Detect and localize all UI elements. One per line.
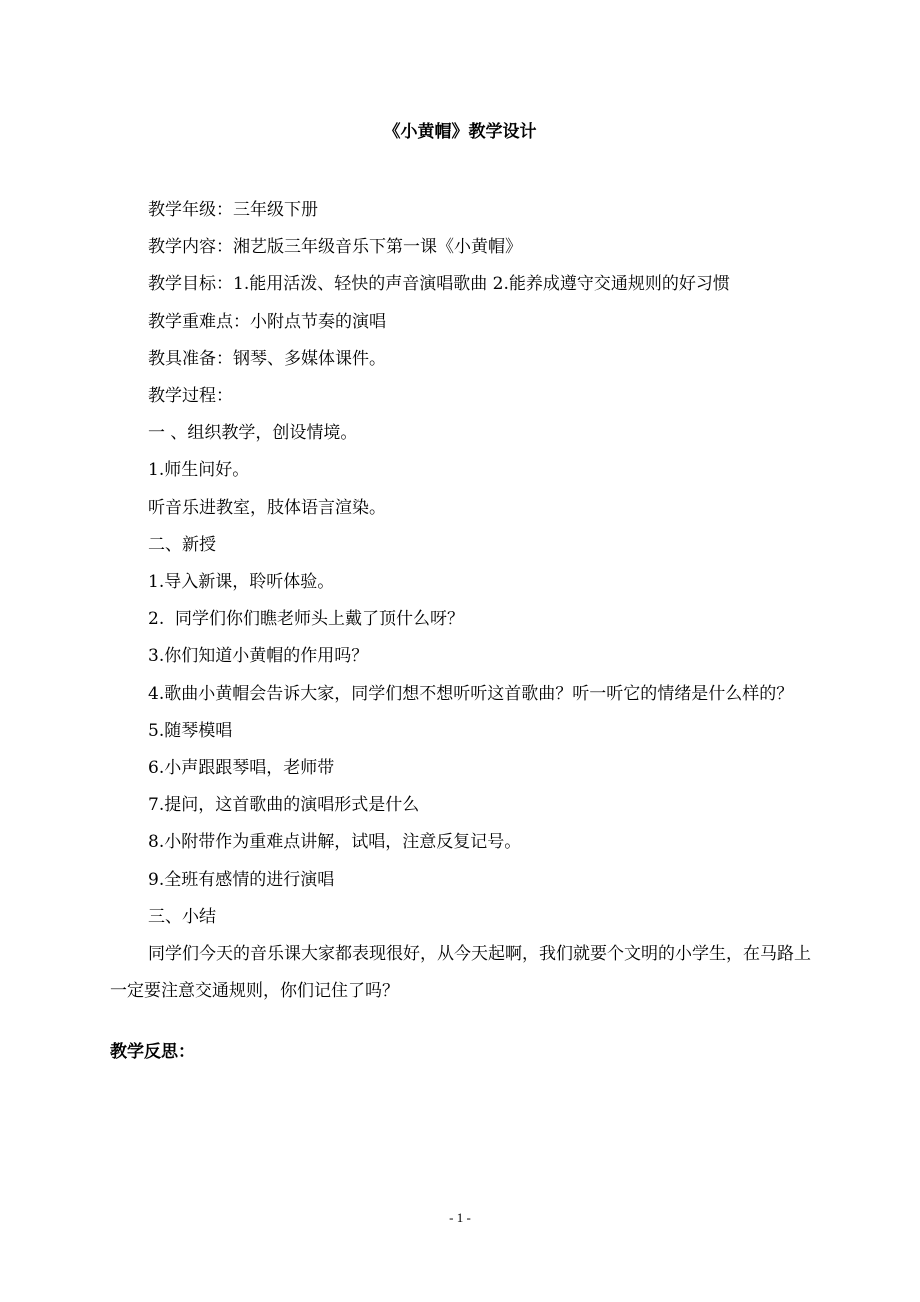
paragraph-materials: 教具准备：钢琴、多媒体课件。 xyxy=(148,348,386,369)
paragraph-objectives: 教学目标：1.能用活泼、轻快的声音演唱歌曲 2.能养成遵守交通规则的好习惯 xyxy=(148,274,730,295)
list-item: 5.随琴模唱 xyxy=(148,720,233,741)
paragraph-key-points: 教学重难点：小附点节奏的演唱 xyxy=(148,311,386,332)
list-item: 2. 同学们你们瞧老师头上戴了顶什么呀？ xyxy=(148,609,465,630)
list-item: 6.小声跟跟琴唱，老师带 xyxy=(148,758,335,779)
document-title: 《小黄帽》教学设计 xyxy=(383,122,537,142)
list-item: 9.全班有感情的进行演唱 xyxy=(148,869,335,890)
list-item: 听音乐进教室，肢体语言渲染。 xyxy=(148,497,386,518)
paragraph-content: 教学内容：湘艺版三年级音乐下第一课《小黄帽》 xyxy=(148,237,522,258)
list-item: 4.歌曲小黄帽会告诉大家，同学们想不想听听这首歌曲？听一听它的情绪是什么样的？ xyxy=(148,683,794,704)
list-item: 1.导入新课，聆听体验。 xyxy=(148,572,335,593)
list-item: 8.小附带作为重难点讲解，试唱，注意反复记号。 xyxy=(148,832,522,853)
list-item: 3.你们知道小黄帽的作用吗？ xyxy=(148,646,369,667)
paragraph-grade: 教学年级：三年级下册 xyxy=(148,200,318,220)
section-heading-organize: 一 、组织教学，创设情境。 xyxy=(148,423,358,444)
list-item: 1.师生问好。 xyxy=(148,460,250,481)
section-heading-summary: 三、小结 xyxy=(148,906,216,927)
page-number: - 1 - xyxy=(449,1210,471,1225)
section-heading-new-lesson: 二、新授 xyxy=(148,534,216,555)
paragraph-summary: 同学们今天的音乐课大家都表现很好，从今天起啊，我们就要个文明的小学生，在马路上一定要注意交通规则，你们记住了吗？ xyxy=(110,944,811,1002)
reflection-label: 教学反思： xyxy=(110,1042,195,1062)
document-body xyxy=(110,192,815,1010)
list-item: 7.提问，这首歌曲的演唱形式是什么 xyxy=(148,795,420,816)
paragraph-process-heading: 教学过程： xyxy=(148,386,233,407)
